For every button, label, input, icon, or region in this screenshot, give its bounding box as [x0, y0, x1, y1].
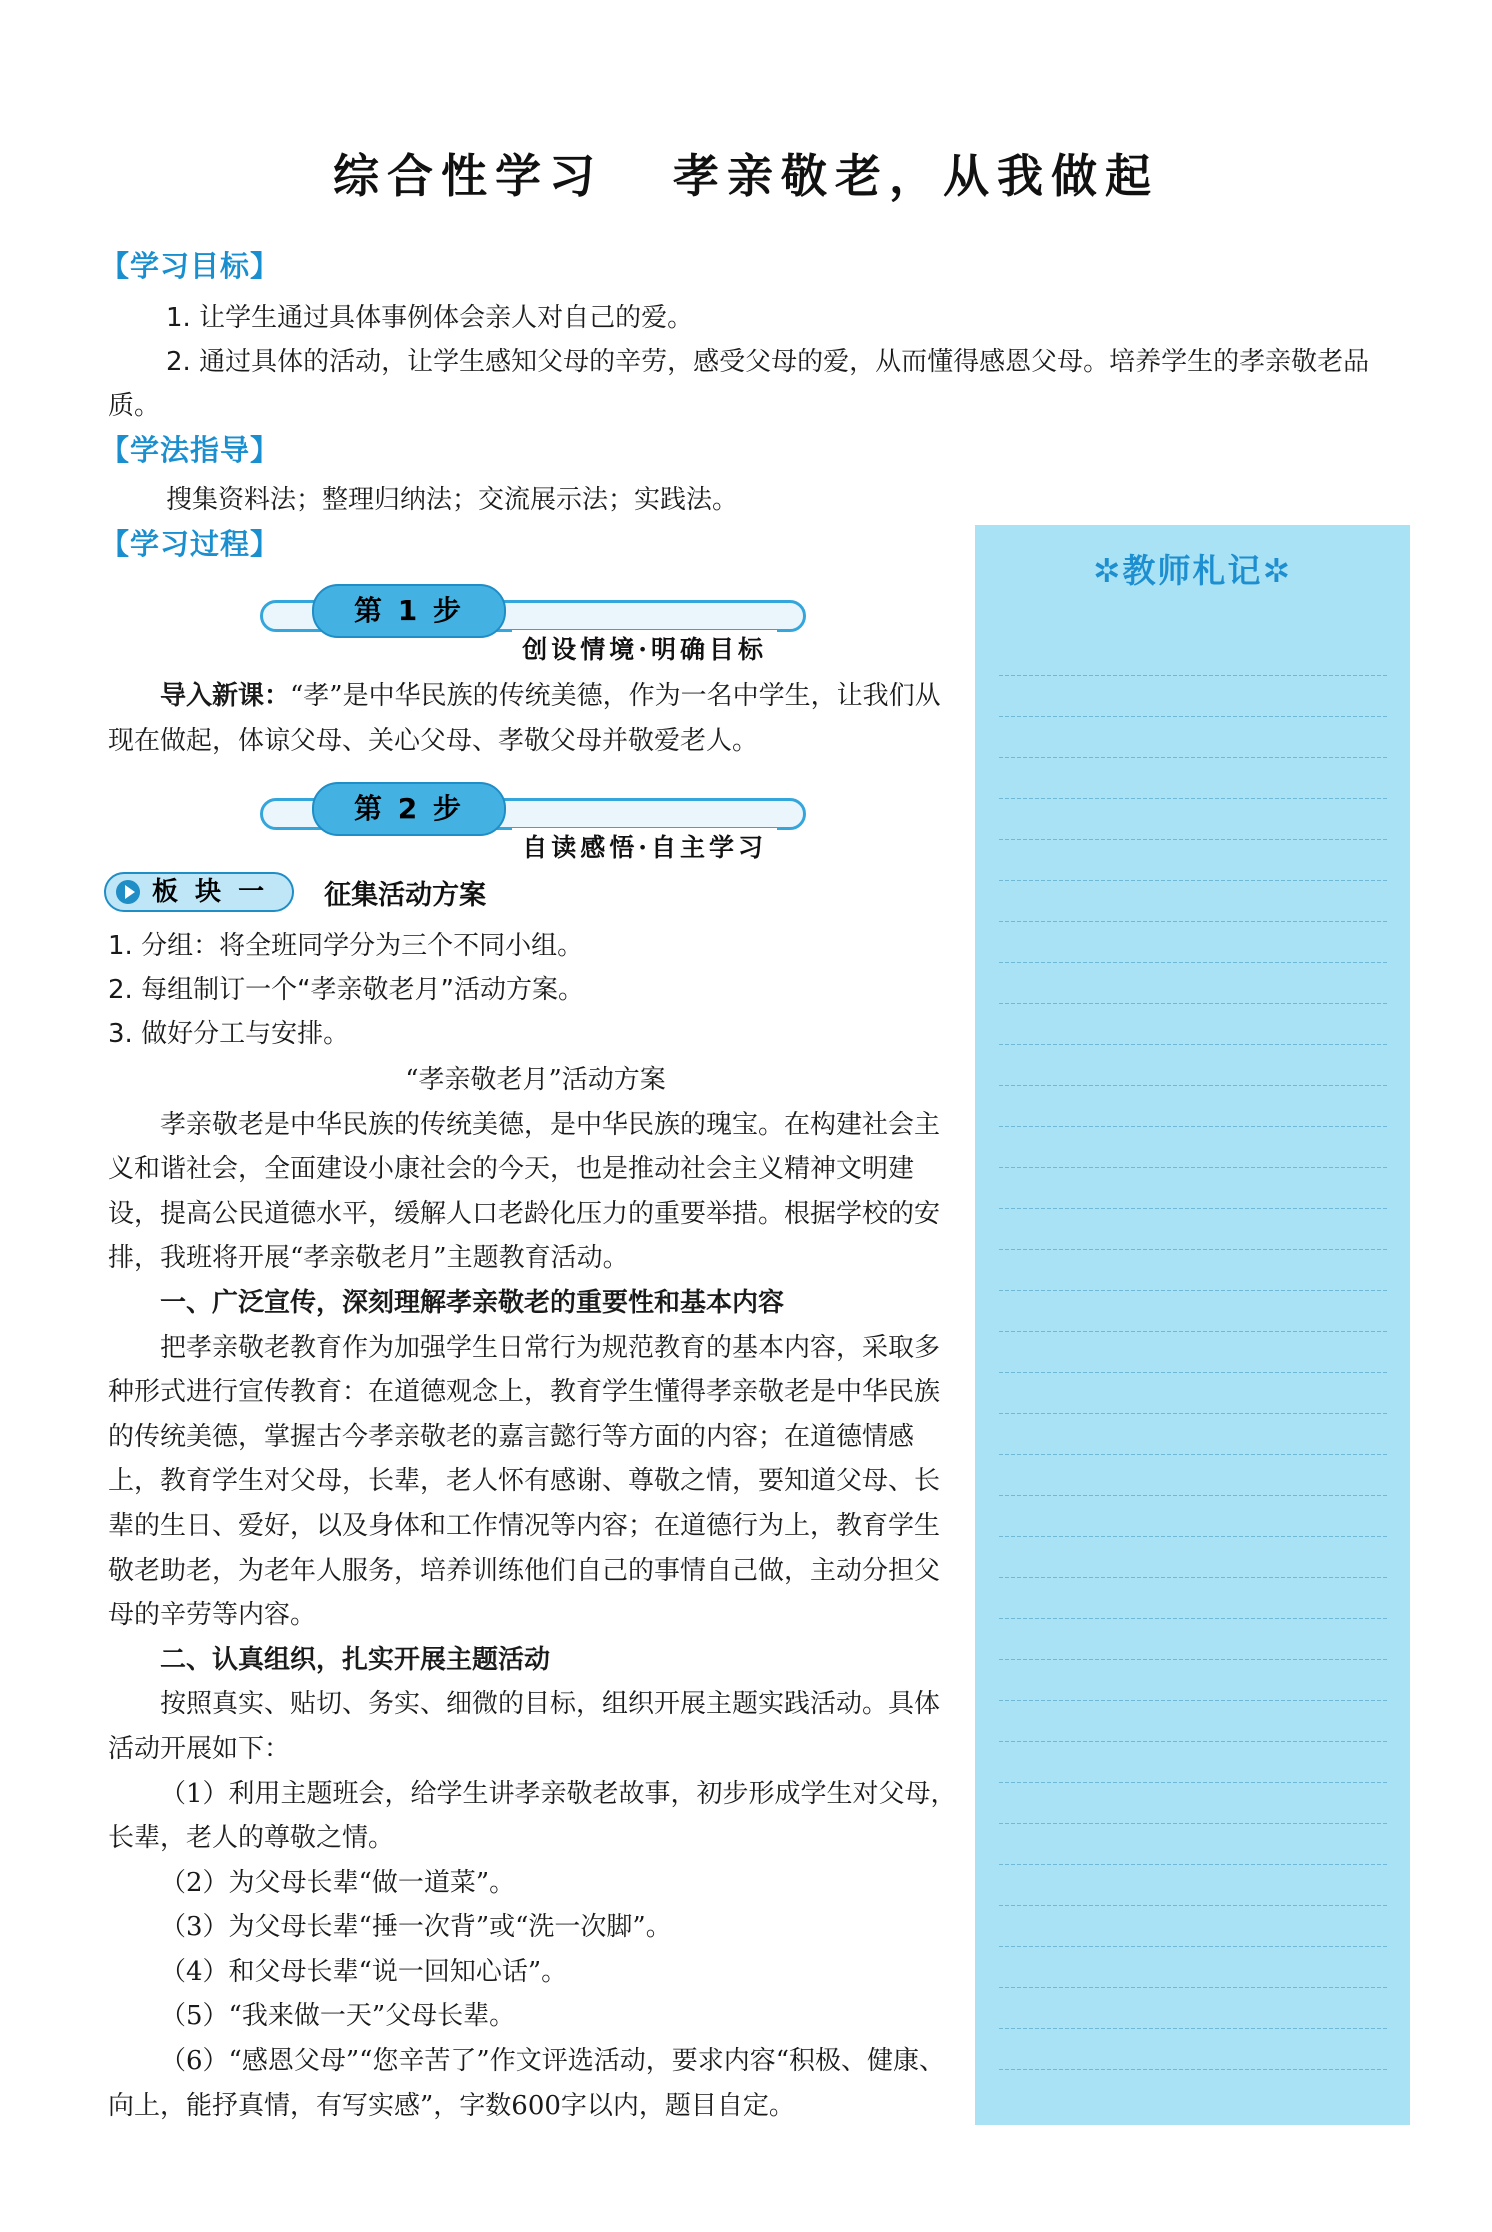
teacher-notes-panel [975, 525, 1410, 2125]
task-1: 1. 分组：将全班同学分为三个不同小组。 [108, 931, 584, 961]
intro-lead: 导入新课： [160, 681, 291, 711]
plan-item-1: （1）利用主题班会，给学生讲孝亲敬老故事，初步形成学生对父母，长辈，老人的尊敬之情。 [108, 1778, 957, 1854]
step2-subtitle: 自读感悟·自主学习 [512, 828, 777, 864]
plan-paragraph-3: 按照真实、贴切、务实、细微的目标，组织开展主题实践活动。具体活动开展如下： [108, 1689, 941, 1764]
plan-body [108, 1058, 963, 2128]
objectives-heading: 【学习目标】 [100, 249, 281, 283]
plan-item-5: （5）“我来做一天”父母长辈。 [160, 2001, 516, 2032]
plan-paragraph-2: 把孝亲敬老教育作为加强学生日常行为规范教育的基本内容，采取多种形式进行宣传教育：在道德观念上，教育学生懂得孝亲敬老是中华民族的传统美德，掌握古今孝亲敬老的嘉言懿行等方面的内容；在道德情感上，教育学生对父母，长辈，老人怀有感谢、尊敬之情，要知道父母、长辈的生日、爱好，以及身体和工作情况等内容；在道德行为上，教育学生敬老助老，为老年人服务，培养训练他们自己的事情自己做，主动分担父母的辛劳等内容。 [108, 1332, 941, 1631]
task-2: 2. 每组制订一个“孝亲敬老月”活动方案。 [108, 975, 585, 1005]
play-icon [116, 880, 140, 904]
block1-title: 征集活动方案 [324, 879, 487, 911]
block1-header [104, 872, 486, 916]
task-3: 3. 做好分工与安排。 [108, 1019, 350, 1049]
step1-banner [260, 578, 805, 668]
step2-label: 第 2 步 [312, 782, 506, 836]
notes-ruled-lines [997, 635, 1388, 2105]
intro-text: “孝”是中华民族的传统美德，作为一名中学生，让我们从现在做起，体谅父母、关心父母、孝敬父母并敬爱老人。 [108, 681, 941, 756]
block1-tag: 板 块 一 [104, 872, 294, 912]
process-heading: 【学习过程】 [100, 527, 281, 561]
plan-paragraph-1: 孝亲敬老是中华民族的传统美德，是中华民族的瑰宝。在构建社会主义和谐社会，全面建设小康社会的今天，也是推动社会主义精神文明建设，提高公民道德水平，缓解人口老龄化压力的重要举措。根据学校的安排，我班将开展“孝亲敬老月”主题教育活动。 [108, 1109, 941, 1274]
methods-text: 搜集资料法；整理归纳法；交流展示法；实践法。 [166, 485, 739, 515]
step1-subtitle: 创设情境·明确目标 [512, 630, 777, 666]
plan-heading-1: 一、广泛宣传，深刻理解孝亲敬老的重要性和基本内容 [160, 1287, 785, 1318]
plan-item-3: （3）为父母长辈“捶一次背”或“洗一次脚”。 [160, 1912, 672, 1943]
objective-item-1: 1. 让学生通过具体事例体会亲人对自己的爱。 [166, 303, 694, 333]
plan-item-2: （2）为父母长辈“做一道菜”。 [160, 1867, 516, 1898]
step2-banner [260, 776, 805, 866]
plan-title: “孝亲敬老月”活动方案 [405, 1065, 666, 1095]
page-title [0, 140, 1492, 206]
intro-paragraph [108, 674, 963, 763]
title-part1: 综合性学习 [333, 149, 603, 203]
step1-label: 第 1 步 [312, 584, 506, 638]
plan-heading-2: 二、认真组织，扎实开展主题活动 [160, 1644, 551, 1675]
teacher-notes-heading: ✲教师札记✲ [1092, 551, 1293, 590]
plan-item-6: （6）“感恩父母”“您辛苦了”作文评选活动，要求内容“积极、健康、向上，能抒真情，有写实感”，字数600字以内，题目自定。 [108, 2046, 946, 2121]
plan-item-4: （4）和父母长辈“说一回知心话”。 [160, 1956, 568, 1987]
methods-heading: 【学法指导】 [100, 433, 281, 467]
title-part2: 孝亲敬老，从我做起 [673, 149, 1159, 203]
objective-item-2: 2. 通过具体的活动，让学生感知父母的辛劳，感受父母的爱，从而懂得感恩父母。培养学生的孝亲敬老品质。 [108, 347, 1370, 421]
